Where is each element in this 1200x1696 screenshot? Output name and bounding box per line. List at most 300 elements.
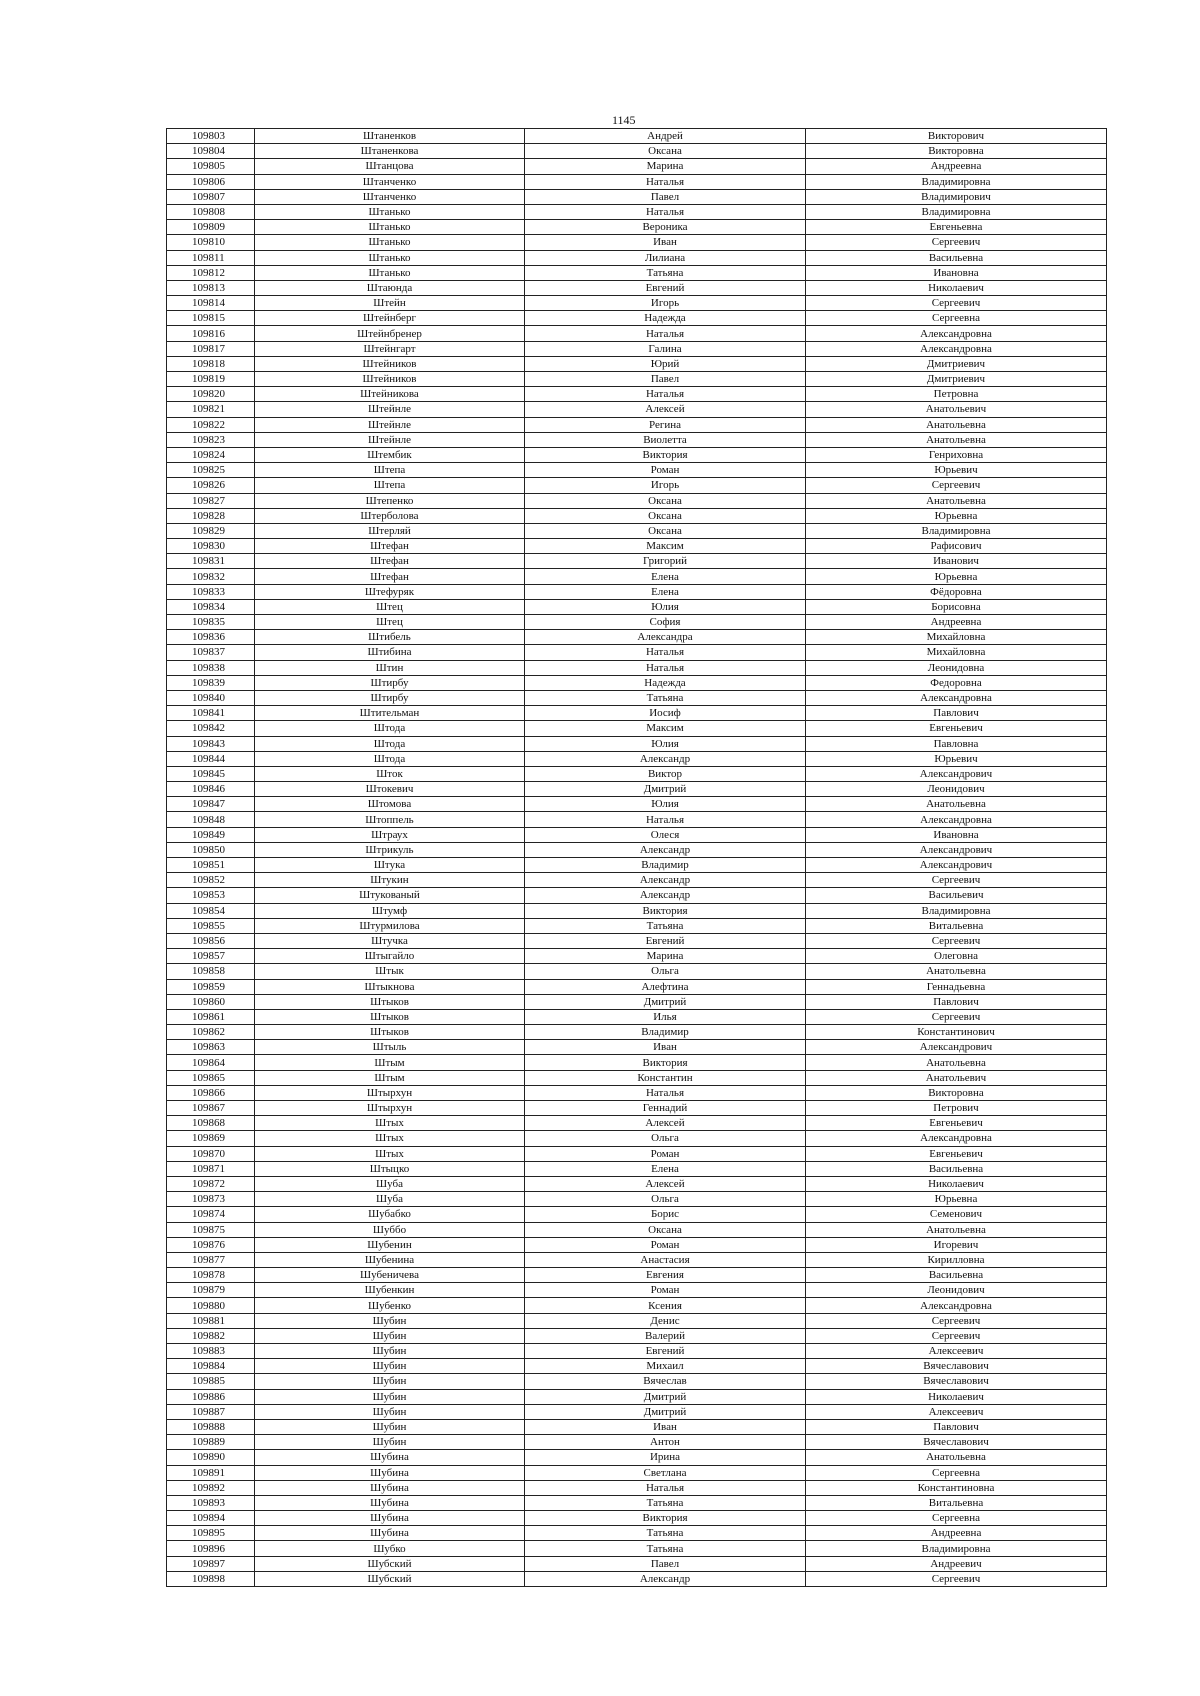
- record-number-cell: 109884: [167, 1359, 255, 1374]
- given-name-cell: Анастасия: [525, 1252, 806, 1267]
- given-name-cell: Наталья: [525, 645, 806, 660]
- record-number-cell: 109814: [167, 296, 255, 311]
- surname-cell: Штепенко: [255, 493, 525, 508]
- surname-cell: Штыков: [255, 1009, 525, 1024]
- registry-table: [166, 128, 1107, 1587]
- surname-cell: Штейнбренер: [255, 326, 525, 341]
- record-number-cell: 109863: [167, 1040, 255, 1055]
- surname-cell: Штыцко: [255, 1161, 525, 1176]
- table-row: [167, 1495, 1107, 1510]
- patronymic-cell: Иванович: [806, 554, 1107, 569]
- table-row: [167, 1176, 1107, 1191]
- record-number-cell: 109889: [167, 1435, 255, 1450]
- record-number-cell: 109880: [167, 1298, 255, 1313]
- given-name-cell: Иван: [525, 1040, 806, 1055]
- given-name-cell: Юлия: [525, 599, 806, 614]
- registry-body: [167, 129, 1107, 1587]
- surname-cell: Штейн: [255, 296, 525, 311]
- table-row: [167, 1207, 1107, 1222]
- record-number-cell: 109890: [167, 1450, 255, 1465]
- given-name-cell: Татьяна: [525, 918, 806, 933]
- patronymic-cell: Викторович: [806, 129, 1107, 144]
- surname-cell: Штейнле: [255, 432, 525, 447]
- record-number-cell: 109898: [167, 1571, 255, 1586]
- given-name-cell: Наталья: [525, 1085, 806, 1100]
- given-name-cell: Светлана: [525, 1465, 806, 1480]
- given-name-cell: Наталья: [525, 660, 806, 675]
- patronymic-cell: Николаевич: [806, 1176, 1107, 1191]
- given-name-cell: Оксана: [525, 1222, 806, 1237]
- record-number-cell: 109820: [167, 387, 255, 402]
- patronymic-cell: Владимировна: [806, 204, 1107, 219]
- given-name-cell: Оксана: [525, 508, 806, 523]
- surname-cell: Штых: [255, 1146, 525, 1161]
- surname-cell: Штаненков: [255, 129, 525, 144]
- patronymic-cell: Александровна: [806, 690, 1107, 705]
- surname-cell: Штец: [255, 599, 525, 614]
- record-number-cell: 109817: [167, 341, 255, 356]
- table-row: [167, 523, 1107, 538]
- table-row: [167, 1025, 1107, 1040]
- record-number-cell: 109841: [167, 706, 255, 721]
- surname-cell: Шубин: [255, 1435, 525, 1450]
- patronymic-cell: Владимировна: [806, 174, 1107, 189]
- patronymic-cell: Александровна: [806, 812, 1107, 827]
- table-row: [167, 144, 1107, 159]
- table-row: [167, 1268, 1107, 1283]
- patronymic-cell: Анатольевна: [806, 964, 1107, 979]
- record-number-cell: 109844: [167, 751, 255, 766]
- table-row: [167, 1571, 1107, 1586]
- given-name-cell: Денис: [525, 1313, 806, 1328]
- given-name-cell: Ксения: [525, 1298, 806, 1313]
- patronymic-cell: Сергеевич: [806, 933, 1107, 948]
- patronymic-cell: Павлович: [806, 994, 1107, 1009]
- table-row: [167, 1252, 1107, 1267]
- surname-cell: Штукин: [255, 873, 525, 888]
- surname-cell: Штейнле: [255, 402, 525, 417]
- surname-cell: Шубенин: [255, 1237, 525, 1252]
- surname-cell: Штыгайло: [255, 949, 525, 964]
- table-row: [167, 1101, 1107, 1116]
- patronymic-cell: Анатольевна: [806, 1222, 1107, 1237]
- record-number-cell: 109819: [167, 372, 255, 387]
- given-name-cell: Елена: [525, 584, 806, 599]
- table-row: [167, 204, 1107, 219]
- given-name-cell: Константин: [525, 1070, 806, 1085]
- record-number-cell: 109828: [167, 508, 255, 523]
- given-name-cell: Андрей: [525, 129, 806, 144]
- given-name-cell: Надежда: [525, 311, 806, 326]
- table-row: [167, 1556, 1107, 1571]
- table-row: [167, 220, 1107, 235]
- surname-cell: Штанько: [255, 265, 525, 280]
- given-name-cell: Виктория: [525, 1055, 806, 1070]
- patronymic-cell: Викторовна: [806, 144, 1107, 159]
- patronymic-cell: Евгеньевич: [806, 1146, 1107, 1161]
- given-name-cell: Юлия: [525, 736, 806, 751]
- patronymic-cell: Рафисович: [806, 539, 1107, 554]
- surname-cell: Шубин: [255, 1404, 525, 1419]
- given-name-cell: Алефтина: [525, 979, 806, 994]
- patronymic-cell: Анатольевна: [806, 432, 1107, 447]
- patronymic-cell: Анатольевич: [806, 1070, 1107, 1085]
- patronymic-cell: Юрьевич: [806, 463, 1107, 478]
- given-name-cell: Дмитрий: [525, 782, 806, 797]
- given-name-cell: Ольга: [525, 964, 806, 979]
- given-name-cell: Галина: [525, 341, 806, 356]
- given-name-cell: Дмитрий: [525, 1389, 806, 1404]
- given-name-cell: София: [525, 615, 806, 630]
- given-name-cell: Геннадий: [525, 1101, 806, 1116]
- table-row: [167, 569, 1107, 584]
- table-row: [167, 675, 1107, 690]
- surname-cell: Штаюнда: [255, 280, 525, 295]
- surname-cell: Штука: [255, 858, 525, 873]
- record-number-cell: 109810: [167, 235, 255, 250]
- patronymic-cell: Константинович: [806, 1025, 1107, 1040]
- table-row: [167, 660, 1107, 675]
- table-row: [167, 1237, 1107, 1252]
- patronymic-cell: Кирилловна: [806, 1252, 1107, 1267]
- given-name-cell: Владимир: [525, 1025, 806, 1040]
- table-row: [167, 979, 1107, 994]
- table-row: [167, 690, 1107, 705]
- patronymic-cell: Вячеславович: [806, 1435, 1107, 1450]
- record-number-cell: 109826: [167, 478, 255, 493]
- patronymic-cell: Евгеньевич: [806, 721, 1107, 736]
- patronymic-cell: Евгеньевич: [806, 1116, 1107, 1131]
- surname-cell: Штраух: [255, 827, 525, 842]
- given-name-cell: Иосиф: [525, 706, 806, 721]
- given-name-cell: Антон: [525, 1435, 806, 1450]
- surname-cell: Штоппель: [255, 812, 525, 827]
- record-number-cell: 109827: [167, 493, 255, 508]
- record-number-cell: 109887: [167, 1404, 255, 1419]
- surname-cell: Штейникова: [255, 387, 525, 402]
- record-number-cell: 109874: [167, 1207, 255, 1222]
- table-row: [167, 296, 1107, 311]
- given-name-cell: Лилиана: [525, 250, 806, 265]
- table-row: [167, 265, 1107, 280]
- surname-cell: Шубко: [255, 1541, 525, 1556]
- patronymic-cell: Васильевна: [806, 250, 1107, 265]
- table-row: [167, 447, 1107, 462]
- patronymic-cell: Сергеевна: [806, 311, 1107, 326]
- given-name-cell: Дмитрий: [525, 994, 806, 1009]
- table-row: [167, 508, 1107, 523]
- patronymic-cell: Леонидовна: [806, 660, 1107, 675]
- surname-cell: Штаненкова: [255, 144, 525, 159]
- record-number-cell: 109832: [167, 569, 255, 584]
- patronymic-cell: Анатольевич: [806, 402, 1107, 417]
- table-row: [167, 387, 1107, 402]
- record-number-cell: 109875: [167, 1222, 255, 1237]
- record-number-cell: 109853: [167, 888, 255, 903]
- table-row: [167, 615, 1107, 630]
- surname-cell: Штибель: [255, 630, 525, 645]
- patronymic-cell: Андреевна: [806, 615, 1107, 630]
- table-row: [167, 1480, 1107, 1495]
- record-number-cell: 109849: [167, 827, 255, 842]
- given-name-cell: Наталья: [525, 387, 806, 402]
- surname-cell: Штомова: [255, 797, 525, 812]
- patronymic-cell: Ивановна: [806, 265, 1107, 280]
- record-number-cell: 109856: [167, 933, 255, 948]
- given-name-cell: Юлия: [525, 797, 806, 812]
- record-number-cell: 109839: [167, 675, 255, 690]
- record-number-cell: 109851: [167, 858, 255, 873]
- surname-cell: Штых: [255, 1131, 525, 1146]
- table-row: [167, 554, 1107, 569]
- table-row: [167, 903, 1107, 918]
- patronymic-cell: Анатольевна: [806, 493, 1107, 508]
- record-number-cell: 109852: [167, 873, 255, 888]
- surname-cell: Шубина: [255, 1450, 525, 1465]
- record-number-cell: 109830: [167, 539, 255, 554]
- patronymic-cell: Юрьевна: [806, 1192, 1107, 1207]
- patronymic-cell: Евгеньевна: [806, 220, 1107, 235]
- record-number-cell: 109842: [167, 721, 255, 736]
- surname-cell: Штанько: [255, 204, 525, 219]
- given-name-cell: Татьяна: [525, 265, 806, 280]
- record-number-cell: 109867: [167, 1101, 255, 1116]
- patronymic-cell: Витальевна: [806, 918, 1107, 933]
- given-name-cell: Игорь: [525, 478, 806, 493]
- given-name-cell: Татьяна: [525, 1495, 806, 1510]
- patronymic-cell: Александрович: [806, 1040, 1107, 1055]
- table-row: [167, 402, 1107, 417]
- given-name-cell: Наталья: [525, 326, 806, 341]
- patronymic-cell: Фёдоровна: [806, 584, 1107, 599]
- record-number-cell: 109807: [167, 189, 255, 204]
- record-number-cell: 109824: [167, 447, 255, 462]
- patronymic-cell: Сергеевич: [806, 478, 1107, 493]
- patronymic-cell: Олеговна: [806, 949, 1107, 964]
- patronymic-cell: Васильевна: [806, 1161, 1107, 1176]
- patronymic-cell: Андреевна: [806, 1526, 1107, 1541]
- surname-cell: Штанченко: [255, 174, 525, 189]
- surname-cell: Штыкнова: [255, 979, 525, 994]
- patronymic-cell: Викторовна: [806, 1085, 1107, 1100]
- given-name-cell: Максим: [525, 539, 806, 554]
- surname-cell: Штирбу: [255, 690, 525, 705]
- patronymic-cell: Владимировна: [806, 1541, 1107, 1556]
- table-row: [167, 782, 1107, 797]
- surname-cell: Шубин: [255, 1344, 525, 1359]
- patronymic-cell: Алексеевич: [806, 1404, 1107, 1419]
- record-number-cell: 109805: [167, 159, 255, 174]
- given-name-cell: Роман: [525, 1146, 806, 1161]
- record-number-cell: 109861: [167, 1009, 255, 1024]
- record-number-cell: 109816: [167, 326, 255, 341]
- patronymic-cell: Николаевич: [806, 280, 1107, 295]
- record-number-cell: 109846: [167, 782, 255, 797]
- given-name-cell: Евгения: [525, 1268, 806, 1283]
- record-number-cell: 109831: [167, 554, 255, 569]
- table-row: [167, 1131, 1107, 1146]
- surname-cell: Шубин: [255, 1359, 525, 1374]
- surname-cell: Штокевич: [255, 782, 525, 797]
- given-name-cell: Виктория: [525, 903, 806, 918]
- record-number-cell: 109855: [167, 918, 255, 933]
- given-name-cell: Оксана: [525, 523, 806, 538]
- given-name-cell: Александр: [525, 751, 806, 766]
- patronymic-cell: Васильевна: [806, 1268, 1107, 1283]
- table-row: [167, 1085, 1107, 1100]
- surname-cell: Шубин: [255, 1328, 525, 1343]
- given-name-cell: Наталья: [525, 812, 806, 827]
- table-row: [167, 751, 1107, 766]
- record-number-cell: 109886: [167, 1389, 255, 1404]
- table-row: [167, 372, 1107, 387]
- given-name-cell: Борис: [525, 1207, 806, 1222]
- surname-cell: Штым: [255, 1070, 525, 1085]
- given-name-cell: Григорий: [525, 554, 806, 569]
- table-row: [167, 1313, 1107, 1328]
- surname-cell: Шубина: [255, 1526, 525, 1541]
- given-name-cell: Евгений: [525, 933, 806, 948]
- surname-cell: Штода: [255, 721, 525, 736]
- given-name-cell: Оксана: [525, 493, 806, 508]
- surname-cell: Штанько: [255, 220, 525, 235]
- record-number-cell: 109815: [167, 311, 255, 326]
- given-name-cell: Алексей: [525, 402, 806, 417]
- given-name-cell: Владимир: [525, 858, 806, 873]
- patronymic-cell: Сергеевич: [806, 1328, 1107, 1343]
- given-name-cell: Иван: [525, 235, 806, 250]
- table-row: [167, 356, 1107, 371]
- patronymic-cell: Геннадьевна: [806, 979, 1107, 994]
- table-row: [167, 858, 1107, 873]
- table-row: [167, 933, 1107, 948]
- record-number-cell: 109892: [167, 1480, 255, 1495]
- patronymic-cell: Сергеевна: [806, 1511, 1107, 1526]
- patronymic-cell: Михайловна: [806, 630, 1107, 645]
- table-row: [167, 463, 1107, 478]
- surname-cell: Штанцова: [255, 159, 525, 174]
- patronymic-cell: Александрович: [806, 858, 1107, 873]
- patronymic-cell: Семенович: [806, 1207, 1107, 1222]
- given-name-cell: Алексей: [525, 1176, 806, 1191]
- patronymic-cell: Дмитриевич: [806, 372, 1107, 387]
- table-row: [167, 326, 1107, 341]
- surname-cell: Штейников: [255, 356, 525, 371]
- table-row: [167, 842, 1107, 857]
- surname-cell: Штода: [255, 751, 525, 766]
- surname-cell: Шуббо: [255, 1222, 525, 1237]
- patronymic-cell: Федоровна: [806, 675, 1107, 690]
- surname-cell: Шуба: [255, 1192, 525, 1207]
- surname-cell: Штанько: [255, 235, 525, 250]
- surname-cell: Штумф: [255, 903, 525, 918]
- record-number-cell: 109888: [167, 1419, 255, 1434]
- patronymic-cell: Сергеевич: [806, 1313, 1107, 1328]
- surname-cell: Штырхун: [255, 1101, 525, 1116]
- surname-cell: Штурмилова: [255, 918, 525, 933]
- surname-cell: Штанько: [255, 250, 525, 265]
- surname-cell: Штода: [255, 736, 525, 751]
- record-number-cell: 109865: [167, 1070, 255, 1085]
- surname-cell: Штерболова: [255, 508, 525, 523]
- table-row: [167, 949, 1107, 964]
- record-number-cell: 109843: [167, 736, 255, 751]
- surname-cell: Шубин: [255, 1419, 525, 1434]
- record-number-cell: 109847: [167, 797, 255, 812]
- table-row: [167, 812, 1107, 827]
- record-number-cell: 109879: [167, 1283, 255, 1298]
- record-number-cell: 109825: [167, 463, 255, 478]
- table-row: [167, 964, 1107, 979]
- surname-cell: Шубеничева: [255, 1268, 525, 1283]
- given-name-cell: Евгений: [525, 280, 806, 295]
- given-name-cell: Евгений: [525, 1344, 806, 1359]
- record-number-cell: 109883: [167, 1344, 255, 1359]
- table-row: [167, 174, 1107, 189]
- table-row: [167, 432, 1107, 447]
- table-row: [167, 1511, 1107, 1526]
- patronymic-cell: Сергеевич: [806, 235, 1107, 250]
- table-row: [167, 797, 1107, 812]
- patronymic-cell: Константиновна: [806, 1480, 1107, 1495]
- given-name-cell: Илья: [525, 1009, 806, 1024]
- given-name-cell: Виолетта: [525, 432, 806, 447]
- patronymic-cell: Сергеевич: [806, 296, 1107, 311]
- patronymic-cell: Александровна: [806, 326, 1107, 341]
- patronymic-cell: Игоревич: [806, 1237, 1107, 1252]
- given-name-cell: Павел: [525, 372, 806, 387]
- record-number-cell: 109845: [167, 766, 255, 781]
- table-row: [167, 1541, 1107, 1556]
- given-name-cell: Елена: [525, 569, 806, 584]
- table-row: [167, 1298, 1107, 1313]
- surname-cell: Штепа: [255, 478, 525, 493]
- given-name-cell: Юрий: [525, 356, 806, 371]
- surname-cell: Шубин: [255, 1374, 525, 1389]
- record-number-cell: 109823: [167, 432, 255, 447]
- table-row: [167, 721, 1107, 736]
- record-number-cell: 109821: [167, 402, 255, 417]
- table-row: [167, 1419, 1107, 1434]
- given-name-cell: Роман: [525, 463, 806, 478]
- table-row: [167, 1192, 1107, 1207]
- given-name-cell: Олеся: [525, 827, 806, 842]
- record-number-cell: 109858: [167, 964, 255, 979]
- table-row: [167, 1465, 1107, 1480]
- table-row: [167, 1040, 1107, 1055]
- table-row: [167, 1404, 1107, 1419]
- patronymic-cell: Петровна: [806, 387, 1107, 402]
- table-row: [167, 645, 1107, 660]
- table-row: [167, 599, 1107, 614]
- given-name-cell: Татьяна: [525, 1526, 806, 1541]
- table-row: [167, 1070, 1107, 1085]
- surname-cell: Штейников: [255, 372, 525, 387]
- patronymic-cell: Анатольевна: [806, 797, 1107, 812]
- given-name-cell: Дмитрий: [525, 1404, 806, 1419]
- patronymic-cell: Сергеевна: [806, 1465, 1107, 1480]
- table-row: [167, 888, 1107, 903]
- surname-cell: Шубенко: [255, 1298, 525, 1313]
- table-row: [167, 1344, 1107, 1359]
- surname-cell: Штукованый: [255, 888, 525, 903]
- surname-cell: Штефан: [255, 569, 525, 584]
- record-number-cell: 109872: [167, 1176, 255, 1191]
- table-row: [167, 918, 1107, 933]
- patronymic-cell: Вячеславович: [806, 1359, 1107, 1374]
- surname-cell: Штефан: [255, 554, 525, 569]
- record-number-cell: 109893: [167, 1495, 255, 1510]
